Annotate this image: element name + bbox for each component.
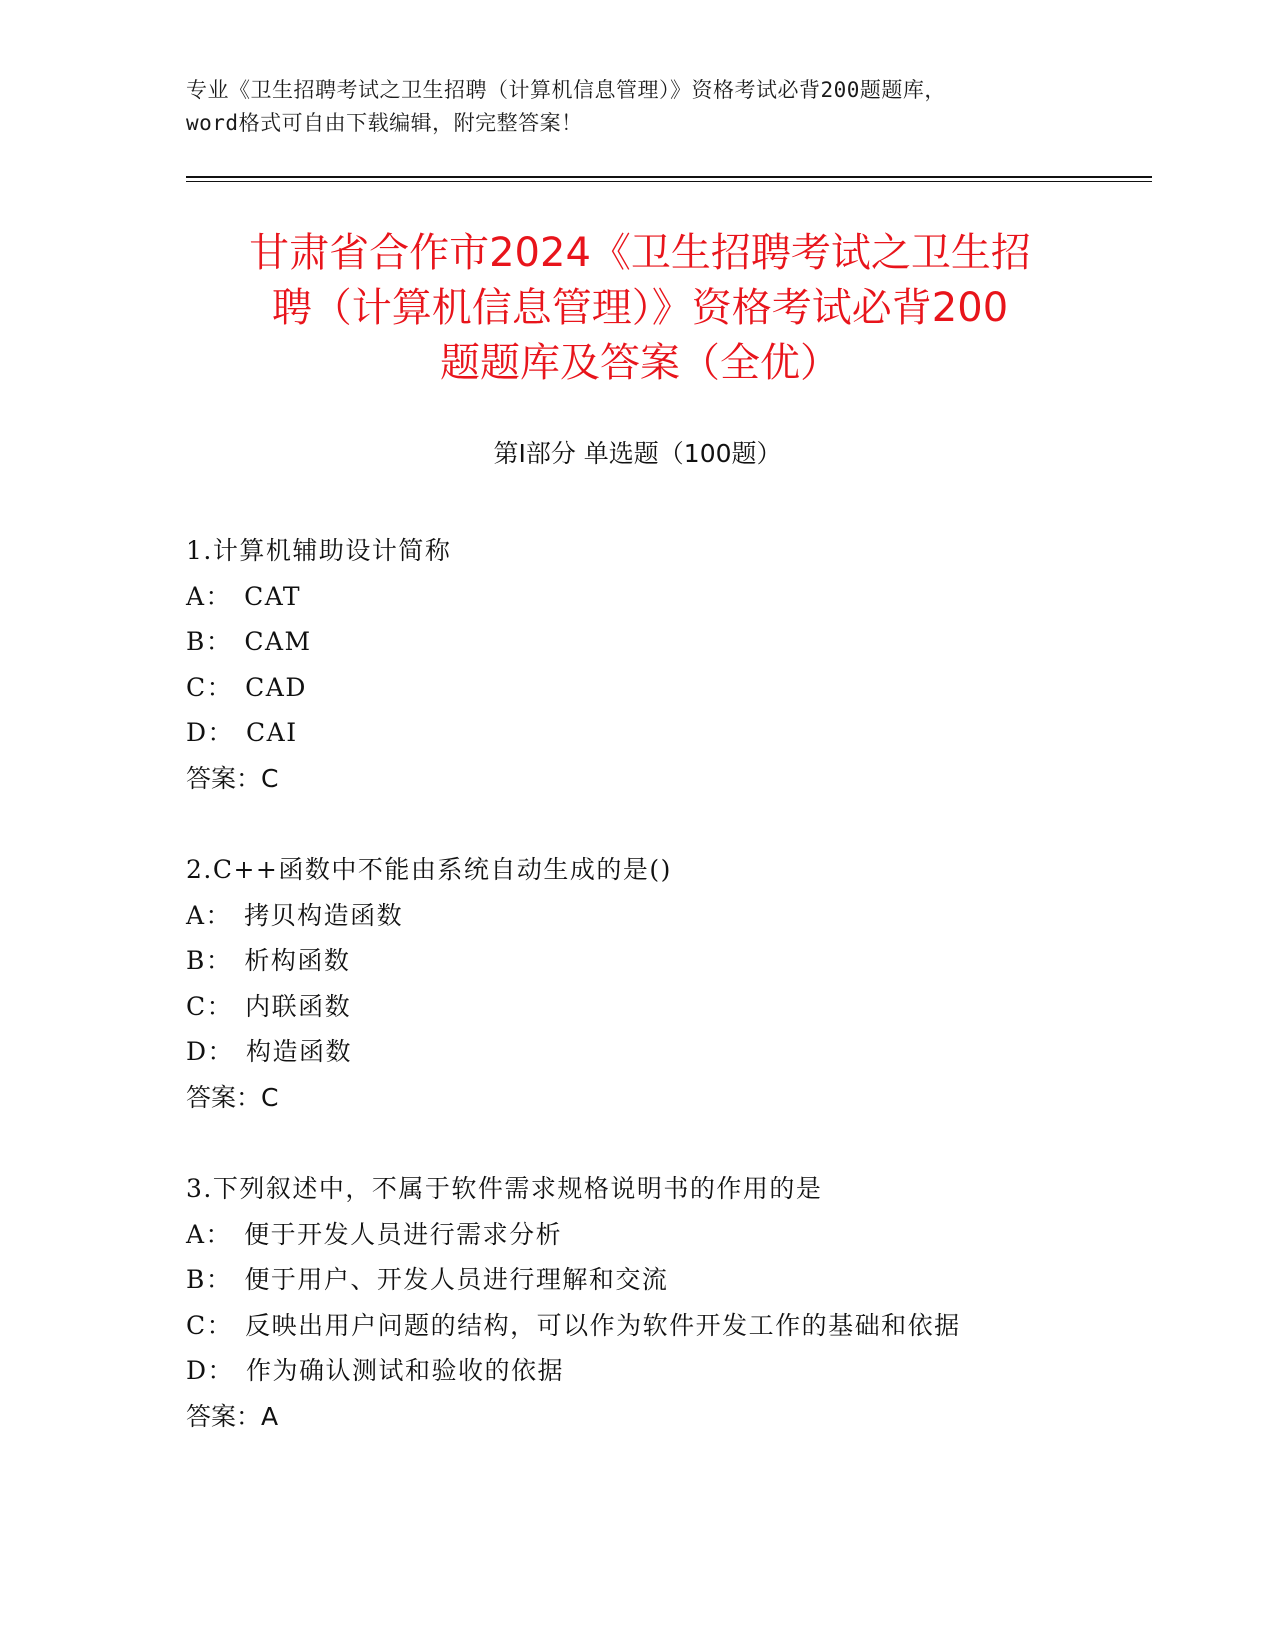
question-1 — [186, 528, 1126, 801]
option-c — [186, 1303, 1126, 1349]
option-a — [186, 893, 1126, 939]
option-label: C： — [186, 991, 234, 1021]
document-title — [150, 226, 1130, 391]
document-title-line-2: 聘（计算机信息管理）》资格考试必背200 — [271, 285, 1009, 331]
header-note-line-1: 专业《卫生招聘考试之卫生招聘（计算机信息管理）》资格考试必背200题题库， — [186, 78, 946, 102]
question-2 — [186, 847, 1126, 1120]
option-label: C： — [186, 1310, 234, 1340]
option-label: B： — [186, 946, 233, 975]
option-c — [186, 665, 1126, 711]
option-label: D： — [186, 1356, 235, 1385]
header-note — [186, 74, 1106, 140]
option-b — [186, 1257, 1126, 1303]
option-text: 作为确认测试和验收的依据 — [246, 1356, 565, 1385]
option-c — [186, 984, 1126, 1030]
answer-line: 答案：C — [186, 763, 279, 793]
question-list — [186, 528, 1126, 1485]
option-d — [186, 1348, 1126, 1394]
document-title-line-3: 题题库及答案（全优） — [440, 340, 840, 386]
option-b — [186, 938, 1126, 984]
option-a — [186, 574, 1126, 620]
option-label: A： — [186, 900, 233, 930]
answer-line: 答案：A — [186, 1401, 279, 1431]
option-text: 便于开发人员进行需求分析 — [244, 1219, 563, 1249]
option-d — [186, 1029, 1126, 1075]
question-stem: 3.下列叙述中，不属于软件需求规格说明书的作用的是 — [186, 1174, 823, 1203]
option-text: 内联函数 — [245, 991, 352, 1021]
question-stem: 1.计算机辅助设计简称 — [186, 536, 452, 565]
option-label: D： — [186, 1037, 235, 1066]
option-label: D： — [186, 718, 235, 747]
option-a — [186, 1212, 1126, 1258]
header-divider-thin — [186, 181, 1152, 182]
option-text: CAT — [244, 581, 302, 611]
option-d — [186, 710, 1126, 756]
option-b — [186, 619, 1126, 665]
option-label: B： — [186, 1265, 233, 1294]
answer-line: 答案：C — [186, 1082, 279, 1112]
document-title-line-1: 甘肃省合作市2024《卫生招聘考试之卫生招 — [249, 230, 1031, 276]
header-note-line-2: word格式可自由下载编辑，附完整答案！ — [186, 111, 583, 135]
header-divider-thick — [186, 176, 1152, 178]
option-text: 构造函数 — [246, 1037, 353, 1066]
option-text: CAD — [245, 672, 307, 702]
option-text: 拷贝构造函数 — [244, 900, 404, 930]
question-3 — [186, 1166, 1126, 1439]
option-label: A： — [186, 581, 233, 611]
question-stem: 2.C++函数中不能由系统自动生成的是() — [186, 855, 672, 884]
option-label: B： — [186, 627, 233, 656]
option-text: 反映出用户问题的结构，可以作为软件开发工作的基础和依据 — [245, 1310, 961, 1340]
option-label: C： — [186, 672, 234, 702]
section-heading: 第Ⅰ部分 单选题（100题） — [493, 439, 782, 468]
option-text: 便于用户、开发人员进行理解和交流 — [244, 1265, 669, 1294]
option-text: 析构函数 — [244, 946, 351, 975]
option-label: A： — [186, 1219, 233, 1249]
option-text: CAI — [246, 718, 298, 747]
option-text: CAM — [244, 627, 312, 656]
